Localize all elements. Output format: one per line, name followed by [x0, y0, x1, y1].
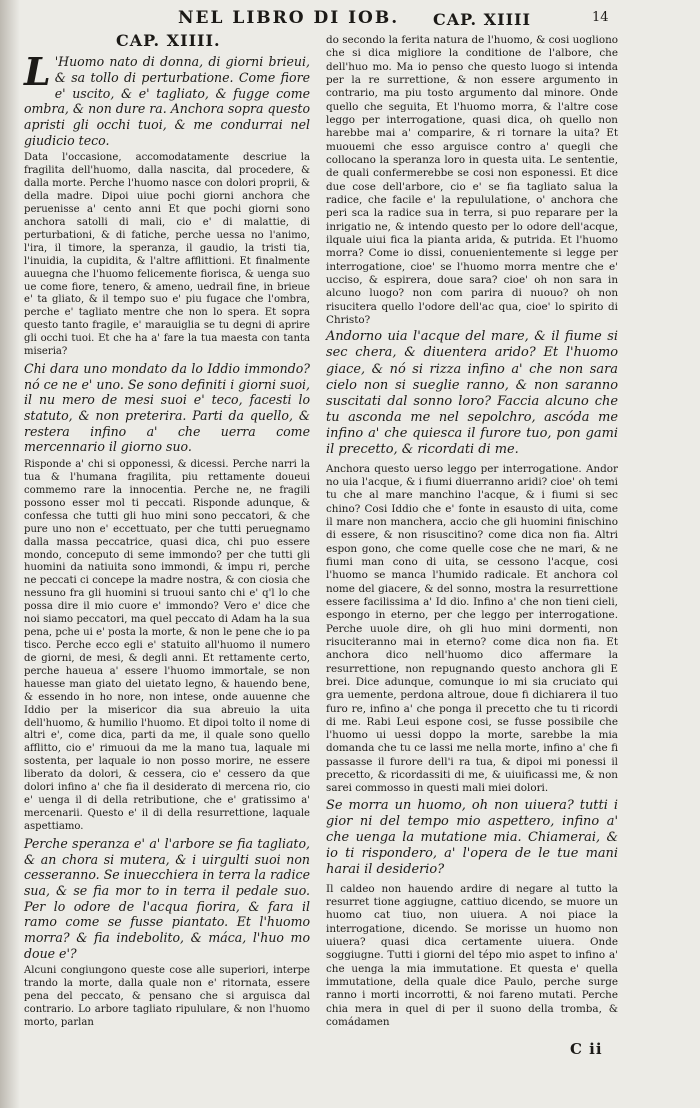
verse-paragraph: Perche speranza e' a' l'arbore se fia tagliato, & an chora si mutera, & i uirgulti suoi non cesseranno. Se inuecchiera in terra la radice sua, & se fia mor to in terra il pedale suo. Per lo odore de l'acqua fiorira, & fara il ramo come se fusse piantato. Et l'huomo morra? & fia indebolito, & máca, l'huo mo doue e'?	[24, 835, 310, 961]
commentary-paragraph: Data l'occasione, accomodatamente descriue la fragilita dell'huomo, dalla nascita, dal procedere, & dalla morte. Perche l'huomo nasce con dolori proprii, & della madre. Dipoi uiue pochi giorni anchora che peruenisse a' cento anni Et que pochi giorni sono anchora satolli di mali, cio e' di malattie, di perturbationi, & di fatiche, perche uessa no l'animo, l'ira, il timore, la speranza, il gaudio, la tristi tia, l'inuidia, la cupidita, & l'altre afflittioni. Et finalmente auuegna che l'huomo felicemente fiorisca, & uenga suo ue come fiore, tenero, & ameno, uedrail fine, in brieue e' ta gliato, & il tempo suo e' piu fugace che l'ombra, perche e' tagliato mentre che non lo spera. Et sopra questo tanto fragile, e' marauiglia se tu degni di aprire gli occhi tuoi. Et che ha a' fare la tua maesta con tanta miseria?	[24, 152, 310, 358]
commentary-paragraph: do secondo la ferita natura de l'huomo, & cosi uogliono che si dica migliore la conditione de l'albore, che dell'huo mo. Ma io penso che questo luogo si intenda per la re surrettione, & non essere argumento in contrario, ma piu tosto argumento dal minore. Onde quello che seguita, Et l'huomo morra, & l'altre cose leggo per interrogatione, quasi dica, oh quello non harebbe mai a' comparire, & ri tornare la uita? Et muouemi che esso arguisce contro a' quegli che collocano la speranza loro in questa uita. Le sententie, de quali confermerebbe se cosi non esponessi. Et dice due cose dell'arbore, cio e' se fia tagliato salua la radice, che facile e' la repululatione, o' anchora che peri sca la radice sua in terra, si puo reparare per la inrigatio ne, & intendo questo per lo odore dell'acque, ilquale uiui fica la pianta arida, & putrida. Et l'huomo morra? Come io dissi, conuenientemente si legge per interrogatione, cioe' se l'huomo morra mentre che e' ucciso, & espirera, doue sara? cioe' oh non sara in alcuno luogo? non com parira di nuouo? oh non risucitera quello l'odore dell'ac qua, cioe' lo spirito di Christo?	[326, 34, 618, 326]
page-gutter-shadow	[0, 0, 20, 1108]
drop-cap: L	[24, 49, 51, 95]
verse-text: 'Huomo nato di donna, di giorni brieui, & sa tollo di perturbatione. Come fiore e' uscito, & e' tagliato, & fugge come ombra, & non dure ra. Anchora sopra questo apristi gli occhi tuoi, & me condurrai nel giudicio teco.	[24, 54, 310, 148]
running-head-title: NEL LIBRO DI IOB.	[178, 8, 400, 28]
folio-number: 14	[592, 10, 609, 25]
commentary-paragraph: Risponde a' chi si opponessi, & dicessi. Perche narri la tua & l'humana fragilita, piu rettamente doueui commemo rare la innocentia. Perche ne, ne fragili possono esser mol ti peccati. Risponde adunque, & confessa che tutti gli huo mini sono peccatori, & che pure uno non e' eccettuato, per che tutti peruegnamo dalla massa peccatrice, quasi dica, chi puo essere mondo, conceputo di seme immondo? per che tutti gli huomini da natiuita sono immondi, & impu ri, perche ne peccati ci concepe la madre nostra, & con ciosia che nessuno fra gli huomini si truoui santo chi e' q'l lo che possa dire il mio cuore e' immondo? Vero e' dice che noi siamo peccatori, ma quel peccato di Adam ha la sua pena, pche ui e' posta la morte, & non le pene che io pa tisco. Perche ecco egli e' statuito all'huomo il numero de giorni, de mesi, & degli anni. Et rettamente certo, perche haueua a' essere l'huomo immortale, se non hauesse man giato del uietato legno, & hauendo bene, & essendo in ho nore, non intese, onde auuenne che Iddio per la misericor dia sua abreuio la uita dell'huomo, & humilio l'huomo. Et dipoi tolto il nome di altri e', come dica, parti da me, il quale sono quello afflitto, cio e' rimuoui da me la mano tua, laquale mi sostenta, per laquale io non posso morire, ne essere liberato da dolori, & cessera, cio e' cessero da que dolori infino a' che fia il desiderato di mercena rio, cio e' uenga il di della retributione, che e' gratissimo a' mercenarii. Questo e' il di della resurrettione, laquale aspettiamo.	[24, 459, 310, 832]
verse-paragraph	[24, 49, 310, 148]
left-column	[24, 31, 310, 1032]
running-head	[0, 8, 700, 36]
chapter-heading: CAP. XIIII.	[116, 31, 221, 50]
verse-paragraph: Andorno uia l'acque del mare, & il fiume si sec chera, & diuentera arido? Et l'huomo giace, & nó si rizza infino a' che non sara cielo non si sueglie ranno, & non saranno suscitati dal sonno loro? Faccia alcuno che tu asconda me nel sepolchro, ascóda me infino a' che quiesca il furore tuo, pon gami il precetto, & ricordati di me.	[326, 329, 618, 458]
right-column	[326, 34, 618, 1031]
commentary-paragraph: Alcuni congiungono queste cose alle superiori, interpe trando la morte, dalla quale non e' ritornata, essere pena del peccato, & pensano che si arguisca dal contrario. Lo arbore tagliato ripululare, & non l'huomo morto, parlan	[24, 965, 310, 1028]
verse-paragraph: Se morra un huomo, oh non uiuera? tutti i gior ni del tempo mio aspettero, infino a' che uenga la mutatione mia. Chiamerai, & io ti rispondero, a' l'opera de le tue mani harai il desiderio?	[326, 797, 618, 878]
signature-mark: C ii	[570, 1040, 603, 1058]
running-head-chapter: CAP. XIIII	[433, 10, 532, 29]
verse-paragraph: Chi dara uno mondato da lo Iddio immondo? nó ce ne e' uno. Se sono definiti i giorni suoi, il nu mero de mesi suoi e' teco, facesti lo statuto, & non preterira. Parti da quello, & restera infino a' che uerra come mercennario il giorno suo.	[24, 361, 310, 455]
commentary-paragraph: Il caldeo non hauendo ardire di negare al tutto la resurret tione aggiugne, cattiuo dicendo, se muore un huomo cat tiuo, non uiuera. A noi piace la interrogatione, dicendo. Se morisse un huomo non uiuera? quasi dica certamente uiuera. Onde soggiugne. Tutti i giorni del tépo mio aspet to infino a' che uenga la mia immutatione. Et questa e' quella immutatione, della quale dice Paulo, perche surge ranno i morti incorrotti, & noi fareno mutati. Perche chia mera in quel di per il suono della tromba, & comádamen	[326, 882, 618, 1028]
commentary-paragraph: Anchora questo uerso leggo per interrogatione. Andor no uia l'acque, & i fiumi diuerranno aridi? cioe' oh temi tu che al mare manchino l'acque, & i fiumi si sec chino? Cosi Iddio che e' fonte in esausto di uita, come il mare non manchera, accio che gli huomini finischino di essere, & non risuscitino? come dica non fia. Altri espon gono, che come quelle cose che ne mari, & ne fiumi man cono di uita, se cessono l'acque, cosi l'huomo se manca l'humido radicale. Et anchora col nome del giacere, & del sonno, mostra la resurrettione essere facilissima a' Id dio. Infino a' che non tieni cieli, espongo in eterno, per che leggo per interrogatione. Perche uuole dire, oh gli huo mini dormenti, non risuciteranno mai in eterno? come dica non fia. Et anchora dico nell'huomo dico affermare la resurrettione, non repugnando questo anchora gli E brei. Dice adunque, comunque io mi sia cruciato qui gra uemente, perdona altroue, doue fi dichiarera il tuo furo re, infino a' che ponga il precetto che tu ti ricordi di me. Rabi Leui espone cosi, se fusse possibile che l'huomo ui uessi doppo la morte, sarebbe la mia domanda che tu ce lassi me nella morte, infino a' che fi passasse il furore dell'i ra tua, & dipoi mi ponessi il precetto, & ricordassiti di me, & uiuificassi me, & non sarei commosso in questi mali miei dolori.	[326, 462, 618, 795]
